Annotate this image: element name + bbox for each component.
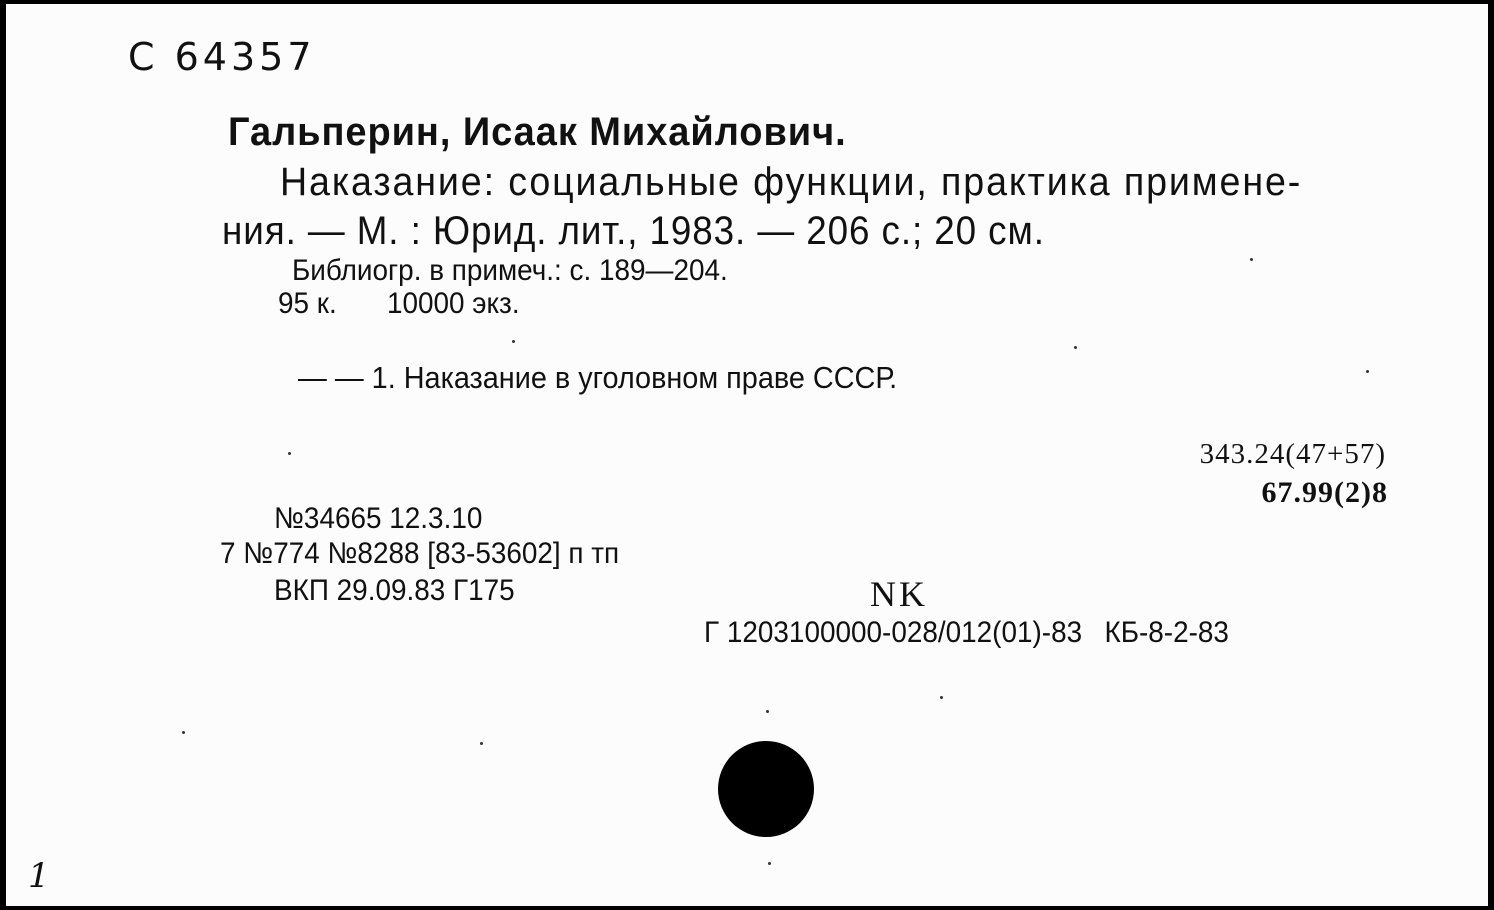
bbk-code: 67.99(2)8 — [1261, 476, 1388, 509]
title-line-2: ния. — М. : Юрид. лит., 1983. — 206 с.; 20 см. — [222, 209, 1045, 253]
accession-line-1: №34665 12.3.10 — [274, 502, 483, 535]
author-heading: Гальперин, Исаак Михайлович. — [228, 110, 847, 154]
classification-code: Г 1203100000-028/012(01)-83 — [704, 616, 1083, 649]
corner-handwritten-mark: 1 — [28, 856, 50, 896]
price: 95 к. — [278, 287, 337, 320]
kb-code: КБ-8-2-83 — [1104, 616, 1229, 649]
call-number: С 64357 — [128, 35, 316, 79]
classification-line — [704, 618, 1229, 648]
print-run: 10000 экз. — [386, 287, 520, 320]
price-and-print-run — [278, 289, 520, 319]
udc-code: 343.24(47+57) — [1199, 438, 1386, 470]
nk-mark: NK — [870, 574, 928, 614]
punch-hole — [718, 741, 814, 837]
accession-line-3: ВКП 29.09.83 Г175 — [274, 574, 515, 607]
accession-line-2: 7 №774 №8288 [83-53602] п тп — [220, 537, 620, 570]
title-line-1: Наказание: социальные функции, практика примене- — [280, 160, 1303, 204]
catalog-card — [6, 4, 1488, 906]
subject-heading: — — 1. Наказание в уголовном праве СССР. — [298, 360, 898, 395]
bibliography-note: Библиогр. в примеч.: с. 189—204. — [292, 254, 728, 287]
